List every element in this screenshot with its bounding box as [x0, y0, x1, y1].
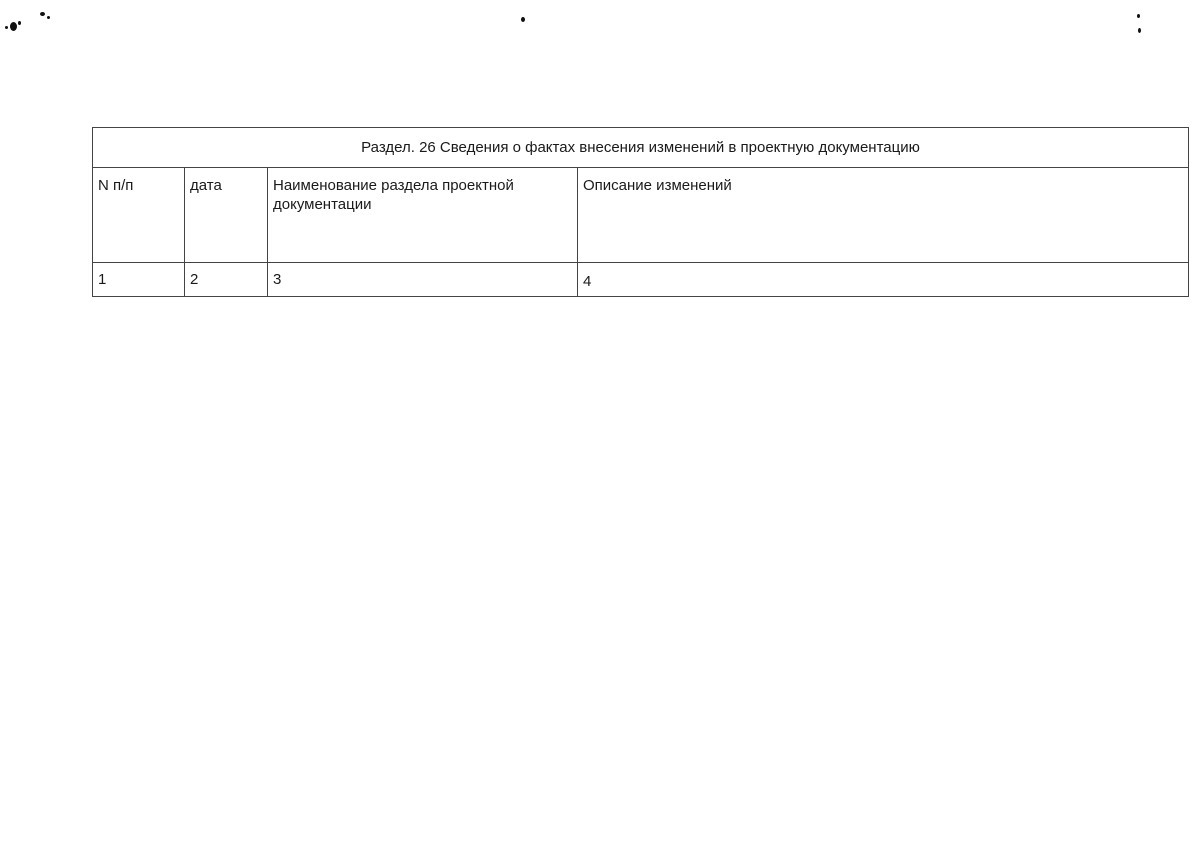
table-title-row: [93, 128, 1189, 168]
table-header-row: [93, 168, 1189, 263]
scan-speck: [1137, 14, 1140, 18]
header-number: N п/п: [93, 168, 185, 263]
section-title: Раздел. 26 Сведения о фактах внесения изменений в проектную документацию: [93, 128, 1189, 168]
scan-speck: [40, 12, 45, 16]
column-index-3: 3: [268, 263, 578, 297]
header-section-name: Наименование раздела проектной документации: [268, 168, 578, 263]
column-index-1: 1: [93, 263, 185, 297]
header-description: Описание изменений: [578, 168, 1189, 263]
table-row: [93, 263, 1189, 297]
scan-speck: [10, 22, 17, 31]
scan-speck: [521, 17, 525, 22]
column-index-4: 4: [578, 263, 1189, 297]
changes-table: [92, 127, 1189, 297]
scan-speck: [47, 16, 50, 19]
column-index-2: 2: [185, 263, 268, 297]
header-date: дата: [185, 168, 268, 263]
scan-speck: [1138, 28, 1141, 33]
changes-table-container: [92, 127, 1188, 297]
scan-speck: [5, 26, 8, 29]
scan-speck: [18, 21, 21, 25]
